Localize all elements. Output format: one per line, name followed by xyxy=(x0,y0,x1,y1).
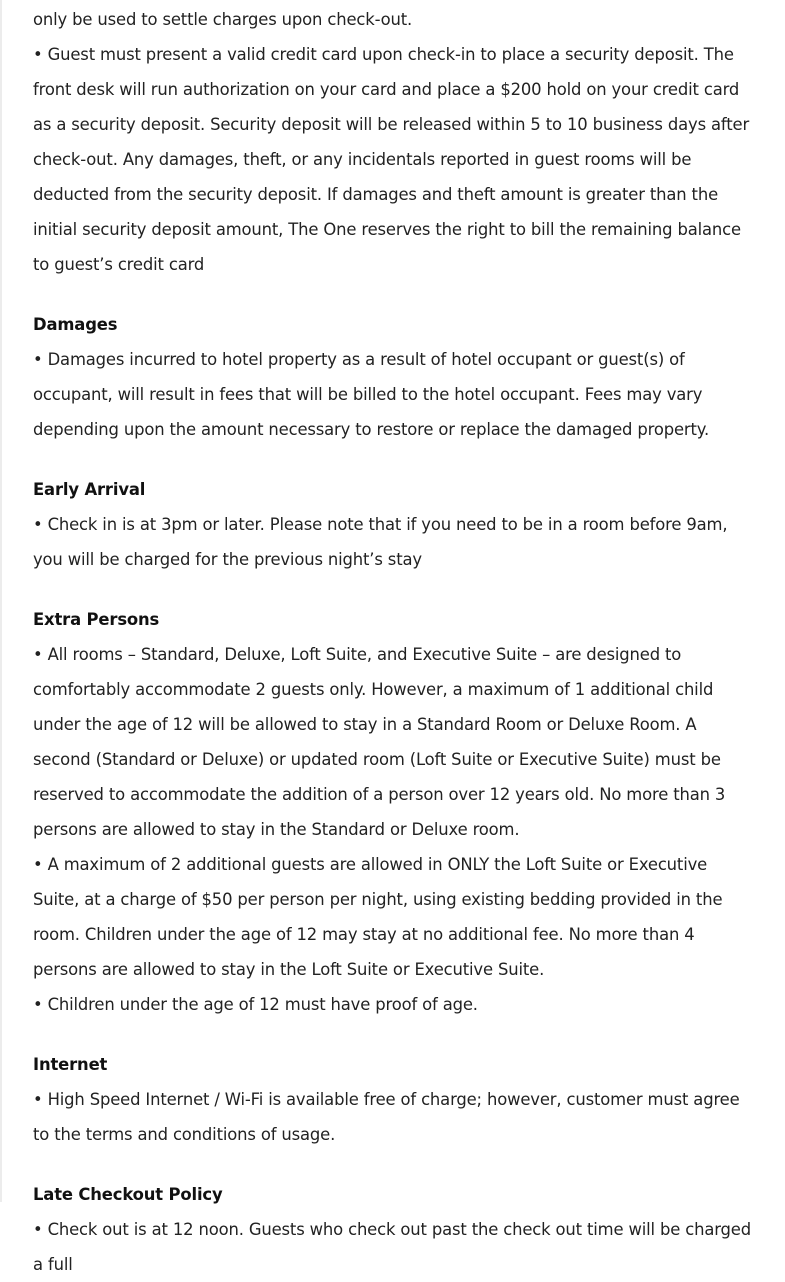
late-checkout-bullet: • Check out is at 12 noon. Guests who check out past the check out time will be charged a full xyxy=(33,1220,751,1274)
internet-heading: Internet xyxy=(33,1055,108,1074)
security-deposit-bullet: • Guest must present a valid credit card upon check-in to place a security deposit. The front desk will run authorization on your card and place a $200 hold on your credit card as a security deposit. Security deposit will be released within 5 to 10 business days after check-out. Any damages, theft, or any incidentals reported in guest rooms will be deducted from the security deposit. If damages and theft amount is greater than the initial security deposit amount, The One reserves the right to bill the remaining balance to guest’s credit card xyxy=(33,45,750,274)
extra-persons-bullet-1: • All rooms – Standard, Deluxe, Loft Suite, and Executive Suite – are designed to comfortably accommodate 2 guests only. However, a maximum of 1 additional child under the age of 12 will be allowed to stay in a Standard Room or Deluxe Room. A second (Standard or Deluxe) or updated room (Loft Suite or Executive Suite) must be reserved to accommodate the addition of a person over 12 years old. No more than 3 persons are allowed to stay in the Standard or Deluxe room. xyxy=(33,645,726,839)
damages-heading: Damages xyxy=(33,315,118,334)
policy-document xyxy=(33,0,758,1282)
internet-bullet: • High Speed Internet / Wi-Fi is available free of charge; however, customer must agree to the terms and conditions of usage. xyxy=(33,1090,740,1144)
intro-paragraph-tail: only be used to settle charges upon check-out. xyxy=(33,10,413,29)
extra-persons-bullet-3: • Children under the age of 12 must have proof of age. xyxy=(33,995,478,1014)
damages-bullet: • Damages incurred to hotel property as a result of hotel occupant or guest(s) of occupant, will result in fees that will be billed to the hotel occupant. Fees may vary depending upon the amount necessary to restore or replace the damaged property. xyxy=(33,350,710,439)
page-left-border xyxy=(0,0,2,1202)
early-arrival-heading: Early Arrival xyxy=(33,480,146,499)
early-arrival-bullet: • Check in is at 3pm or later. Please note that if you need to be in a room before 9am, you will be charged for the previous night’s stay xyxy=(33,515,728,569)
late-checkout-heading: Late Checkout Policy xyxy=(33,1185,223,1204)
extra-persons-heading: Extra Persons xyxy=(33,610,160,629)
extra-persons-bullet-2: • A maximum of 2 additional guests are allowed in ONLY the Loft Suite or Executive Suite, at a charge of $50 per person per night, using existing bedding provided in the room. Children under the age of 12 may stay at no additional fee. No more than 4 persons are allowed to stay in the Loft Suite or Executive Suite. xyxy=(33,855,723,979)
